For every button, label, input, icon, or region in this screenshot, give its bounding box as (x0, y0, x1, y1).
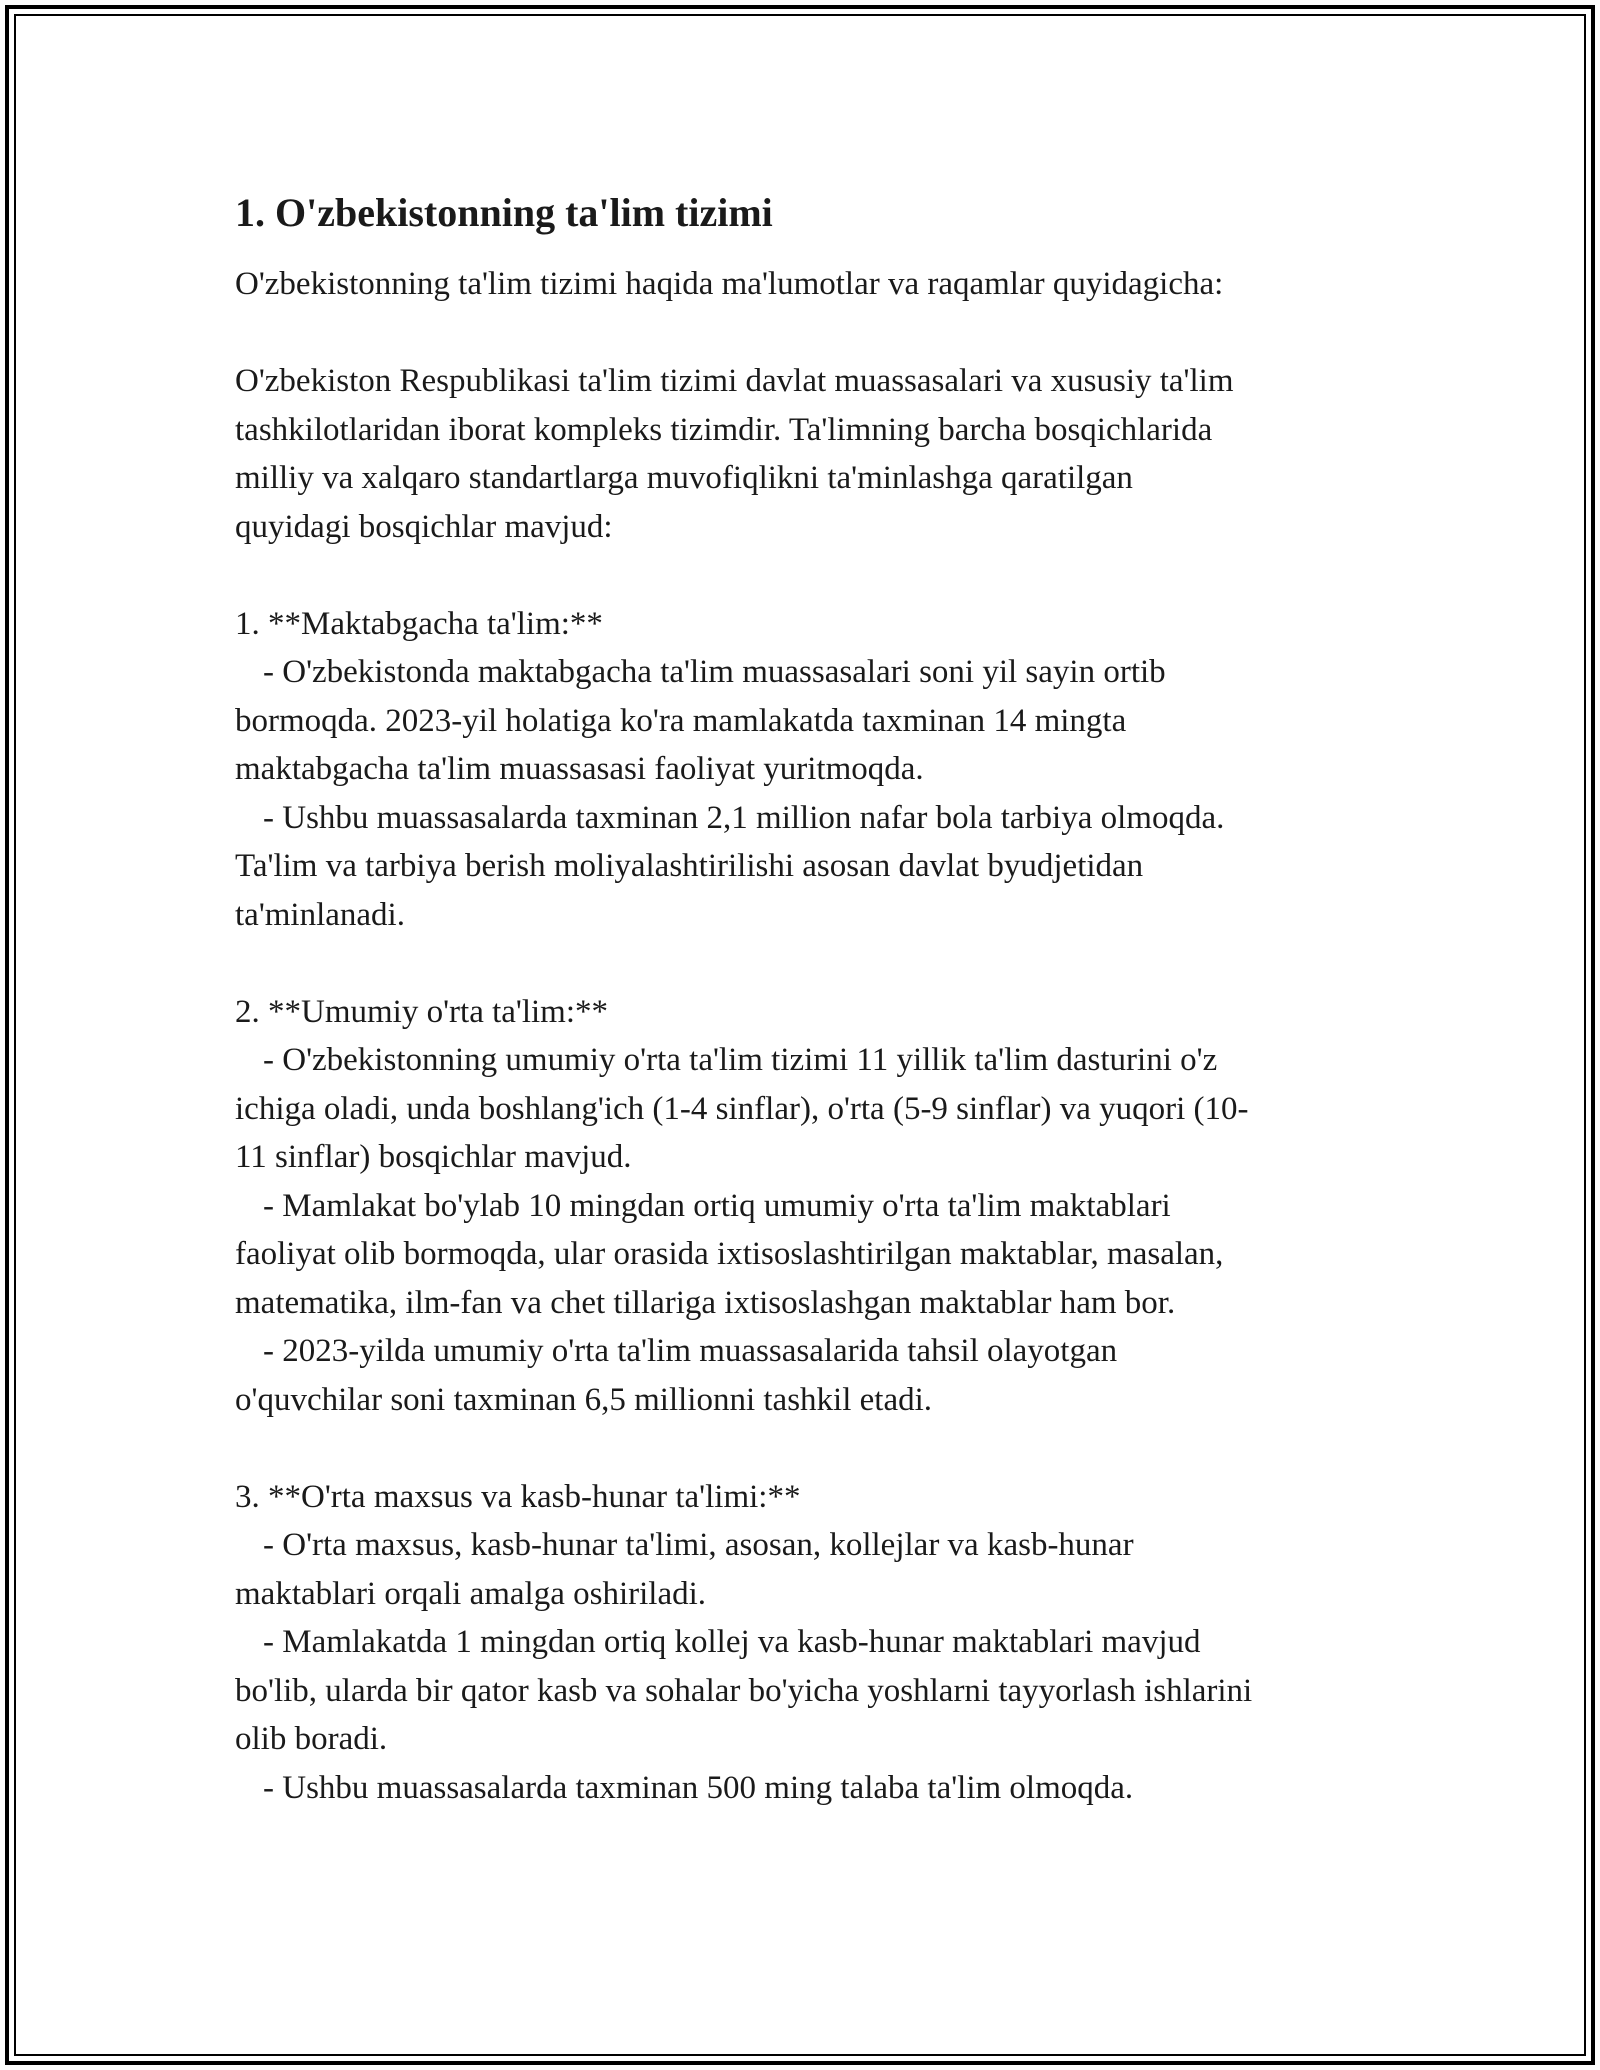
bullet-line: - 2023-yilda umumiy o'rta ta'lim muassasalarida tahsil olayotgan (263, 1333, 1118, 1369)
body-line: matematika, ilm-fan va chet tillariga ixtisoslashgan maktablar ham bor. (235, 1284, 1176, 1321)
section-title: 3. **O'rta maxsus va kasb-hunar ta'limi:** (235, 1478, 801, 1515)
body-line: faoliyat olib bormoqda, ular orasida ixtisoslashtirilgan maktablar, masalan, (235, 1236, 1224, 1272)
body-line: Ta'lim va tarbiya berish moliyalashtirilishi asosan davlat byudjetidan (235, 848, 1144, 884)
overview-paragraph (235, 357, 1385, 551)
bullet-line: - O'rta maxsus, kasb-hunar ta'limi, asosan, kollejlar va kasb-hunar (263, 1527, 1134, 1563)
overview-line: milliy va xalqaro standartlarga muvofiqlikni ta'minlashga qaratilgan (235, 460, 1133, 496)
body-line: o'quvchilar soni taxminan 6,5 millionni tashkil etadi. (235, 1381, 933, 1418)
bullet-line: - O'zbekistonda maktabgacha ta'lim muassasalari soni yil sayin ortib (263, 654, 1166, 690)
overview-line: O'zbekiston Respublikasi ta'lim tizimi davlat muassasalari va xususiy ta'lim (235, 363, 1234, 399)
document-heading: 1. O'zbekistonning ta'lim tizimi (235, 190, 773, 235)
body-line: bo'lib, ularda bir qator kasb va sohalar bo'yicha yoshlarni tayyorlash ishlarini (235, 1672, 1253, 1709)
document-body (235, 187, 1385, 1812)
bullet-line: - Ushbu muassasalarda taxminan 2,1 million nafar bola tarbiya olmoqda. (263, 799, 1225, 836)
section-umumiy-orta (235, 988, 1385, 1425)
bullet-line: - Mamlakat bo'ylab 10 mingdan ortiq umumiy o'rta ta'lim maktablari (263, 1187, 1171, 1224)
body-line: maktablari orqali amalga oshiriladi. (235, 1575, 707, 1612)
bullet-line: - Ushbu muassasalarda taxminan 500 ming talaba ta'lim olmoqda. (263, 1769, 1134, 1806)
body-line: bormoqda. 2023-yil holatiga ko'ra mamlakatda taxminan 14 mingta (235, 702, 1127, 739)
section-title: 1. **Maktabgacha ta'lim:** (235, 605, 603, 642)
section-title: 2. **Umumiy o'rta ta'lim:** (235, 993, 609, 1030)
body-line: maktabgacha ta'lim muassasasi faoliyat yuritmoqda. (235, 751, 924, 787)
overview-line: quyidagi bosqichlar mavjud: (235, 508, 613, 545)
section-orta-maxsus (235, 1473, 1385, 1813)
overview-line: tashkilotlaridan iborat kompleks tizimdir. Ta'limning barcha bosqichlarida (235, 411, 1213, 448)
bullet-line: - O'zbekistonning umumiy o'rta ta'lim tizimi 11 yillik ta'lim dasturini o'z (263, 1042, 1218, 1078)
body-line: ta'minlanadi. (235, 896, 405, 933)
bullet-line: - Mamlakatda 1 mingdan ortiq kollej va kasb-hunar maktablari mavjud (263, 1624, 1201, 1660)
body-line: 11 sinflar) bosqichlar mavjud. (235, 1139, 632, 1175)
body-line: olib boradi. (235, 1721, 388, 1757)
section-maktabgacha (235, 600, 1385, 940)
body-line: ichiga oladi, unda boshlang'ich (1-4 sinflar), o'rta (5-9 sinflar) va yuqori (10- (235, 1090, 1249, 1127)
intro-paragraph: O'zbekistonning ta'lim tizimi haqida ma'lumotlar va raqamlar quyidagicha: (235, 266, 1224, 302)
